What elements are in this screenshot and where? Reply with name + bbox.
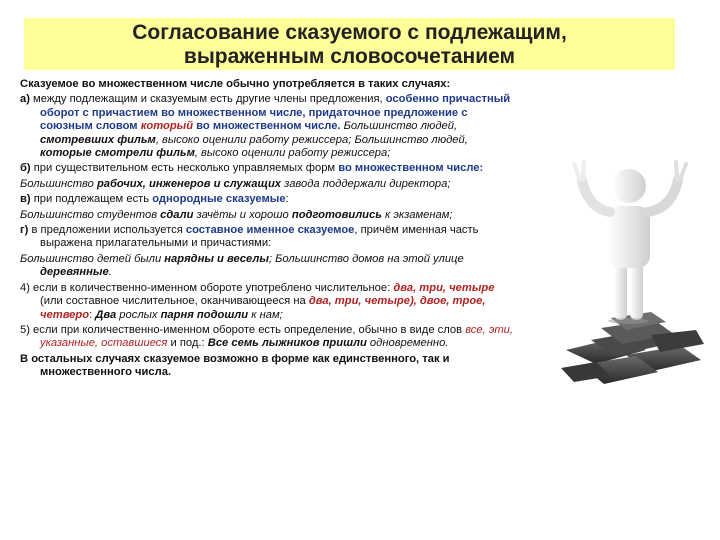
case-4-example-1: Два — [95, 308, 117, 321]
case-g-example-4: деревянные — [40, 266, 109, 279]
case-5-words: все, эти, указанные, оставшиеся — [40, 323, 513, 350]
case-b-paragraph — [20, 162, 518, 175]
case-5-paragraph — [20, 324, 518, 351]
case-4-example-3: парня подошли — [160, 308, 249, 321]
case-b-example-1: Большинство — [20, 177, 97, 190]
case-g-example-5: . — [108, 266, 112, 279]
case-5-text: 5) если при количественно-именном обороте есть определение, обычно в виде слов — [20, 323, 466, 336]
outro-paragraph: В остальных случаях сказуемое возможно в форме как единственного, так и множественного числа. — [20, 352, 450, 379]
case-a-example-4: которые смотрели фильм — [40, 147, 195, 160]
case-4-text: 4) если в количественно-именном обороте употреблено числительное: — [20, 281, 394, 294]
case-5-example-2: одновременно. — [366, 337, 449, 350]
case-a-text: между подлежащим и сказуемым есть другие члены предложения, — [29, 93, 386, 106]
case-v-term: однородные сказуемые — [152, 193, 286, 206]
case-v-example-2: сдали — [160, 208, 194, 221]
case-v-marker: в) — [20, 193, 31, 206]
case-v-example — [20, 209, 518, 222]
case-g-marker: г) — [20, 224, 29, 237]
case-a-example-3: , высоко оценили работу режиссера; Большинство людей, — [155, 133, 468, 146]
case-v-example-5: к экзаменам; — [381, 208, 453, 221]
case-g-example — [20, 253, 518, 280]
case-a-example-2: смотревших фильм — [40, 133, 156, 146]
case-b-text: при существительном есть несколько управляемых форм — [30, 162, 339, 175]
case-v-example-4: подготовились — [291, 208, 382, 221]
case-g-paragraph — [20, 224, 518, 251]
slide-title — [24, 18, 675, 70]
case-a-paragraph — [20, 93, 518, 160]
case-a-term: особенно причастный оборот с причастием во множественном числе, придаточное предложение с союзным словом — [40, 93, 511, 133]
case-b-marker: б) — [20, 162, 31, 175]
case-4-text-2: (или составное числительное, оканчивающееся на — [40, 295, 309, 308]
word-kotoryi: который — [140, 120, 194, 133]
case-a-marker: а) — [20, 93, 30, 106]
case-b-word-vo: во — [338, 162, 352, 175]
case-b-example — [20, 178, 518, 191]
figure-on-books-illustration — [556, 150, 706, 390]
case-v-paragraph — [20, 193, 518, 206]
case-4-paragraph — [20, 282, 518, 322]
case-b-term: множественном числе: — [351, 162, 484, 175]
case-v-text: при подлежащем есть — [30, 193, 153, 206]
figure-on-books-svg — [556, 150, 706, 390]
case-g-text: в предложении используется — [28, 224, 186, 237]
case-5-text-2: и под.: — [167, 337, 208, 350]
case-v-example-1: Большинство студентов — [20, 208, 161, 221]
case-g-example-1: Большинство детей были — [20, 252, 165, 265]
case-a-term-end: во множественном числе. — [193, 120, 341, 133]
case-4-example-4: к нам; — [248, 308, 283, 321]
title-line-1: Согласование сказуемого с подлежащим, — [132, 21, 567, 44]
case-v-example-3: зачёты и хорошо — [193, 208, 292, 221]
white-figure — [574, 162, 686, 324]
case-4-colon: : — [89, 308, 96, 321]
case-a-example-5: , высоко оценили работу режиссера; — [194, 147, 391, 160]
intro-paragraph: Сказуемое во множественном числе обычно употребляется в таких случаях: — [20, 78, 451, 90]
case-g-example-3: ; Большинство домов на этой улице — [268, 252, 464, 265]
slide-body — [20, 78, 518, 382]
case-4-numerals-2: два, три, четыре), двое, трое, четверо — [40, 295, 486, 321]
case-g-term: составное именное сказуемое — [185, 224, 355, 237]
case-b-example-3: завода поддержали директора; — [281, 177, 451, 190]
case-5-example-1: Все семь лыжников пришли — [207, 337, 367, 350]
title-line-2: выраженным словосочетанием — [183, 45, 516, 68]
case-g-text-2: , причём именная часть выражена прилагательными и причастиями: — [40, 224, 479, 250]
case-a-example-1: Большинство людей, — [340, 120, 458, 133]
case-b-example-2: рабочих, инженеров и служащих — [96, 177, 282, 190]
case-g-example-2: нарядны и веселы — [164, 252, 269, 265]
case-4-example-2: рослых — [116, 308, 161, 321]
case-v-colon: : — [285, 193, 289, 206]
case-4-numerals-1: два, три, четыре — [393, 281, 495, 294]
